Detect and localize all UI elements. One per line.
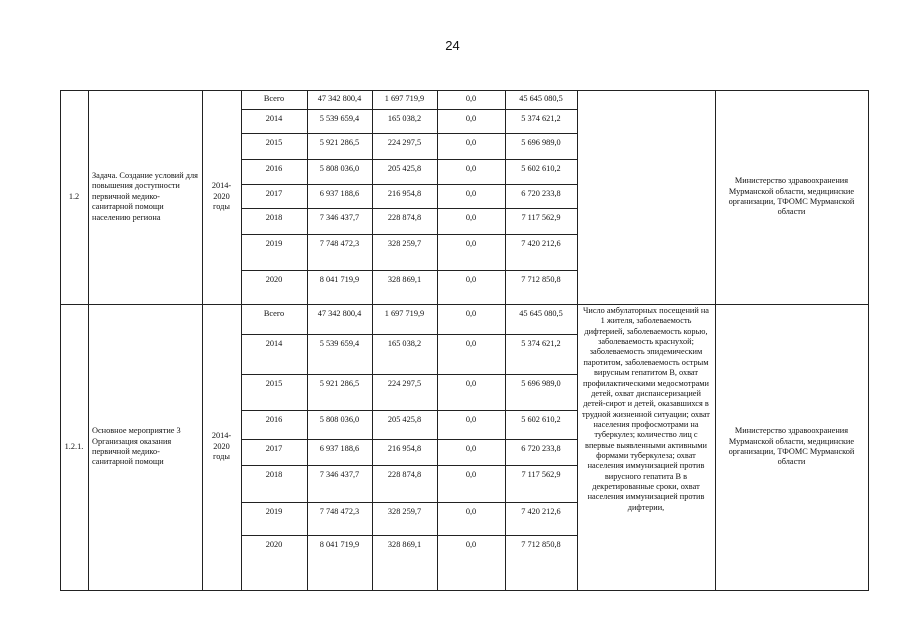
cell-extra-text: 5 602 610,2 <box>521 414 561 424</box>
cell-year-text: 2018 <box>265 469 283 479</box>
cell-year-text: 2019 <box>265 238 283 248</box>
cell-total <box>307 465 372 485</box>
cell-year-text: 2016 <box>265 163 283 173</box>
cell-regional-text: 0,0 <box>465 414 477 424</box>
cell-extra <box>505 234 577 254</box>
cell-total-text: 5 539 659,4 <box>319 113 360 123</box>
cell-federal <box>372 439 437 459</box>
cell-year <box>241 502 307 522</box>
cell-total <box>307 374 372 394</box>
cell-federal <box>372 374 437 394</box>
cell-federal <box>372 334 437 354</box>
cell-year <box>241 184 307 204</box>
cell-regional <box>437 439 505 459</box>
cell-year <box>241 334 307 354</box>
cell-extra <box>505 109 577 129</box>
cell-extra-text: 7 117 562,9 <box>521 469 561 479</box>
cell-federal <box>372 90 437 109</box>
cell-federal <box>372 410 437 430</box>
cell-federal-text: 205 425,8 <box>387 414 422 424</box>
cell-total-text: 5 808 036,0 <box>319 414 360 424</box>
cell-total <box>307 270 372 290</box>
cell-year-text: 2020 <box>265 539 283 549</box>
cell-federal-text: 328 259,7 <box>387 506 422 516</box>
cell-year <box>241 159 307 179</box>
cell-extra-text: 5 696 989,0 <box>521 378 561 388</box>
cell-year-text: 2016 <box>265 414 283 424</box>
cell-year <box>241 133 307 153</box>
cell-federal <box>372 502 437 522</box>
grid-hline-bottom <box>60 590 869 591</box>
cell-federal-text: 328 259,7 <box>387 238 422 248</box>
cell-regional <box>437 184 505 204</box>
cell-extra-text: 7 712 850,8 <box>521 539 561 549</box>
cell-regional-text: 0,0 <box>465 443 477 453</box>
cell-year-text: Всего <box>263 308 285 318</box>
cell-regional <box>437 304 505 324</box>
cell-total <box>307 234 372 254</box>
cell-extra-text: 5 696 989,0 <box>521 137 561 147</box>
cell-total <box>307 439 372 459</box>
cell-total <box>307 502 372 522</box>
cell-federal <box>372 159 437 179</box>
cell-total-text: 8 041 719,9 <box>319 274 360 284</box>
section-code-text: 1.2.1. <box>64 441 84 451</box>
cell-federal-text: 165 038,2 <box>387 113 422 123</box>
cell-regional-text: 0,0 <box>465 113 477 123</box>
cell-year-text: 2020 <box>265 274 283 284</box>
cell-extra <box>505 90 577 109</box>
cell-year <box>241 535 307 555</box>
cell-regional-text: 0,0 <box>465 274 477 284</box>
cell-year <box>241 304 307 324</box>
cell-extra <box>505 159 577 179</box>
cell-total-text: 7 346 437,7 <box>319 469 360 479</box>
cell-regional <box>437 465 505 485</box>
cell-regional-text: 0,0 <box>465 137 477 147</box>
cell-federal <box>372 184 437 204</box>
cell-federal <box>372 208 437 228</box>
cell-total-text: 7 748 472,3 <box>319 506 360 516</box>
cell-total <box>307 208 372 228</box>
cell-total <box>307 90 372 109</box>
cell-regional <box>437 208 505 228</box>
cell-total <box>307 184 372 204</box>
cell-extra-text: 7 420 212,6 <box>521 506 561 516</box>
section-period <box>202 90 241 304</box>
cell-extra-text: 7 420 212,6 <box>521 238 561 248</box>
cell-extra-text: 7 712 850,8 <box>521 274 561 284</box>
cell-regional <box>437 109 505 129</box>
cell-total <box>307 410 372 430</box>
cell-regional <box>437 234 505 254</box>
cell-regional-text: 0,0 <box>465 539 477 549</box>
section-title <box>88 304 202 590</box>
section-period-text: 2014-2020 годы <box>211 181 232 212</box>
cell-federal-text: 228 874,8 <box>387 212 422 222</box>
section-indicator <box>577 90 715 304</box>
cell-year-text: 2015 <box>265 137 283 147</box>
cell-total-text: 8 041 719,9 <box>319 539 360 549</box>
cell-extra-text: 5 374 621,2 <box>521 338 561 348</box>
cell-extra <box>505 439 577 459</box>
cell-federal-text: 228 874,8 <box>387 469 422 479</box>
cell-federal <box>372 133 437 153</box>
cell-year <box>241 234 307 254</box>
cell-regional <box>437 334 505 354</box>
cell-year-text: 2017 <box>265 188 283 198</box>
cell-total-text: 7 346 437,7 <box>319 212 360 222</box>
cell-regional-text: 0,0 <box>465 469 477 479</box>
section-code-text: 1.2 <box>68 191 80 201</box>
cell-extra <box>505 535 577 555</box>
cell-total-text: 6 937 188,6 <box>319 188 360 198</box>
cell-total-text: 5 539 659,4 <box>319 338 360 348</box>
section-executor <box>715 90 868 304</box>
cell-year-text: 2014 <box>265 113 283 123</box>
section-executor-text: Министерство здравоохранения Мурманской области, медицинские организации, ТФОМС Мурманской области <box>728 176 855 217</box>
cell-regional-text: 0,0 <box>465 308 477 318</box>
cell-federal-text: 216 954,8 <box>387 188 422 198</box>
cell-extra-text: 45 645 080,5 <box>519 94 563 104</box>
cell-extra-text: 6 720 233,8 <box>521 443 561 453</box>
cell-regional-text: 0,0 <box>465 378 477 388</box>
cell-total <box>307 535 372 555</box>
cell-extra <box>505 133 577 153</box>
cell-regional <box>437 90 505 109</box>
cell-federal <box>372 535 437 555</box>
cell-regional <box>437 374 505 394</box>
cell-extra <box>505 410 577 430</box>
cell-federal <box>372 270 437 290</box>
cell-total-text: 47 342 800,4 <box>317 94 362 104</box>
cell-year <box>241 439 307 459</box>
cell-total-text: 5 921 286,5 <box>319 378 360 388</box>
cell-federal-text: 165 038,2 <box>387 338 422 348</box>
cell-regional <box>437 133 505 153</box>
cell-regional <box>437 270 505 290</box>
cell-total <box>307 304 372 324</box>
cell-total-text: 7 748 472,3 <box>319 238 360 248</box>
cell-total <box>307 159 372 179</box>
section-executor <box>715 304 868 590</box>
cell-federal-text: 328 869,1 <box>387 274 422 284</box>
cell-federal-text: 1 697 719,9 <box>384 94 425 104</box>
cell-federal <box>372 109 437 129</box>
section-executor-text: Министерство здравоохранения Мурманской области, медицинские организации, ТФОМС Мурманской области <box>728 426 855 467</box>
section-title-text: Основное мероприятие 3 Организация оказания первичной медико-санитарной помощи <box>92 426 181 467</box>
cell-federal-text: 328 869,1 <box>387 539 422 549</box>
cell-extra <box>505 334 577 354</box>
cell-extra <box>505 465 577 485</box>
cell-extra <box>505 502 577 522</box>
cell-regional <box>437 502 505 522</box>
cell-total-text: 6 937 188,6 <box>319 443 360 453</box>
cell-year <box>241 374 307 394</box>
cell-extra <box>505 208 577 228</box>
cell-year <box>241 90 307 109</box>
cell-year <box>241 270 307 290</box>
cell-regional-text: 0,0 <box>465 212 477 222</box>
cell-total-text: 47 342 800,4 <box>317 308 362 318</box>
cell-year <box>241 465 307 485</box>
cell-extra-text: 5 602 610,2 <box>521 163 561 173</box>
section-period <box>202 304 241 590</box>
cell-year <box>241 109 307 129</box>
cell-total-text: 5 808 036,0 <box>319 163 360 173</box>
cell-federal <box>372 234 437 254</box>
cell-year-text: 2018 <box>265 212 283 222</box>
page-number: 24 <box>445 38 460 53</box>
cell-year-text: Всего <box>263 94 285 104</box>
cell-total <box>307 133 372 153</box>
section-indicator <box>577 304 715 590</box>
section-title-text: Задача. Создание условий для повышения доступности первичной медико-санитарной помощи населению региона <box>92 171 198 222</box>
cell-federal-text: 224 297,5 <box>387 378 422 388</box>
cell-regional-text: 0,0 <box>465 94 477 104</box>
cell-regional <box>437 410 505 430</box>
cell-regional-text: 0,0 <box>465 238 477 248</box>
cell-federal-text: 216 954,8 <box>387 443 422 453</box>
section-title <box>88 90 202 304</box>
cell-regional-text: 0,0 <box>465 163 477 173</box>
cell-regional-text: 0,0 <box>465 338 477 348</box>
cell-regional <box>437 159 505 179</box>
cell-extra <box>505 270 577 290</box>
cell-year-text: 2015 <box>265 378 283 388</box>
cell-extra-text: 5 374 621,2 <box>521 113 561 123</box>
cell-year-text: 2014 <box>265 338 283 348</box>
cell-federal <box>372 304 437 324</box>
cell-total-text: 5 921 286,5 <box>319 137 360 147</box>
cell-year <box>241 208 307 228</box>
grid-vline <box>868 90 869 591</box>
section-period-text: 2014-2020 годы <box>211 431 232 462</box>
cell-extra-text: 6 720 233,8 <box>521 188 561 198</box>
cell-regional-text: 0,0 <box>465 188 477 198</box>
cell-regional <box>437 535 505 555</box>
cell-extra <box>505 184 577 204</box>
section-indicator-text: Число амбулаторных посещений на 1 жителя, заболеваемость дифтерией, заболеваемость корью, заболеваемость краснухой; заболеваемость эпидемическим паротитом, заболеваемость острым вирусным гепатитом В, охват профилактическими медосмотрами детей, охват диспансеризацией детей-сирот и детей, оказавшихся в трудной жизненной ситуации; охват населения профосмотрами на туберкулез; количество лиц с впервые выявленными активными формами туберкулеза; охват населения иммунизацией против вирусного гепатита В в декретированные сроки, охват населения иммунизацией против дифтерии, <box>582 306 710 512</box>
section-code <box>60 304 88 590</box>
cell-extra <box>505 304 577 324</box>
cell-year <box>241 410 307 430</box>
cell-year-text: 2017 <box>265 443 283 453</box>
cell-extra-text: 7 117 562,9 <box>521 212 561 222</box>
cell-extra-text: 45 645 080,5 <box>519 308 563 318</box>
cell-federal-text: 1 697 719,9 <box>384 308 425 318</box>
section-code <box>60 90 88 304</box>
cell-federal-text: 205 425,8 <box>387 163 422 173</box>
cell-total <box>307 109 372 129</box>
cell-extra <box>505 374 577 394</box>
cell-year-text: 2019 <box>265 506 283 516</box>
cell-federal <box>372 465 437 485</box>
cell-regional-text: 0,0 <box>465 506 477 516</box>
cell-total <box>307 334 372 354</box>
cell-federal-text: 224 297,5 <box>387 137 422 147</box>
